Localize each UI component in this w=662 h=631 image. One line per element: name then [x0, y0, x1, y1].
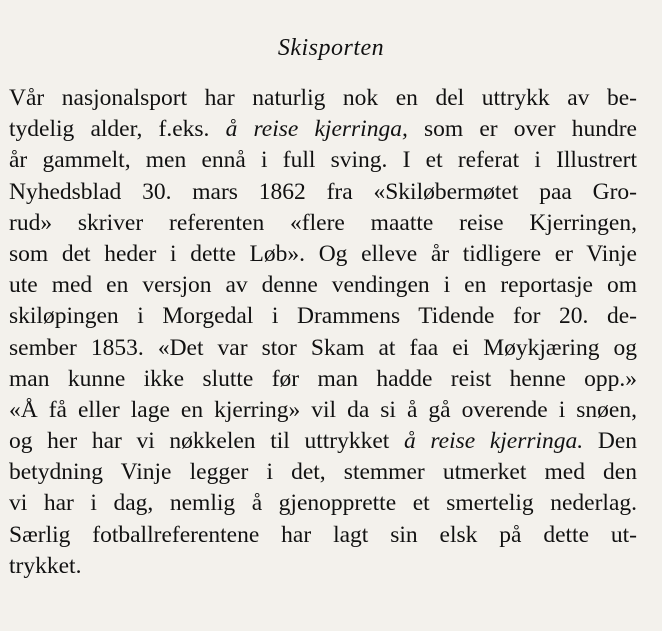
text-line [9, 177, 637, 208]
text-segment: Nyhedsblad 30. mars 1862 fra «Skiløbermøtet paa Gro- [9, 178, 637, 205]
text-line [9, 457, 637, 488]
page-title: Skisporten [277, 35, 385, 61]
text-line [9, 270, 637, 301]
text-segment: vi har i dag, nemlig å gjenopprette et smertelig nederlag. [9, 490, 637, 517]
italic-phrase: å reise kjerringa. [403, 428, 584, 455]
text-line [9, 301, 637, 332]
text-segment: tydelig alder, f.eks. [9, 116, 226, 143]
text-line [9, 426, 637, 457]
text-segment: trykket. [9, 552, 82, 579]
text-segment: man kunne ikke slutte før man hadde reist henne opp.» [9, 365, 637, 392]
text-line [9, 239, 637, 270]
text-segment: som er over hundre [407, 116, 637, 143]
text-line [9, 145, 637, 176]
text-line [9, 333, 637, 364]
text-segment: ute med en versjon av denne vendingen i en reportasje om [9, 272, 637, 299]
text-segment: «Å få eller lage en kjerring» vil da si å gå overende i snøen, [9, 396, 637, 423]
text-segment: Vår nasjonalsport har naturlig nok en del uttrykk av be- [9, 85, 637, 111]
text-line [9, 114, 637, 145]
text-segment: år gammelt, men ennå i full sving. I et referat i Illustrert [9, 147, 637, 174]
text-line [9, 208, 637, 239]
text-segment: som det heder i dette Løb». Og elleve år tidligere er Vinje [9, 240, 637, 267]
text-line [9, 488, 637, 519]
text-segment: Den [583, 428, 637, 455]
text-segment: skiløpingen i Morgedal i Drammens Tidende for 20. de- [9, 303, 637, 330]
text-segment: sember 1853. «Det var stor Skam at faa ei Møykjæring og [9, 334, 637, 361]
text-line [9, 83, 637, 114]
text-segment: og her har vi nøkkelen til uttrykket [9, 428, 404, 455]
text-line [9, 364, 637, 395]
text-line [9, 395, 637, 426]
body-text [9, 83, 637, 582]
text-segment: betydning Vinje legger i det, stemmer utmerket med den [9, 459, 637, 486]
text-line [9, 520, 637, 551]
text-segment: rud» skriver referenten «flere maatte reise Kjerringen, [9, 209, 637, 236]
italic-phrase: å reise kjerringa, [225, 116, 408, 143]
text-line [9, 551, 637, 582]
text-segment: Særlig fotballreferentene har lagt sin elsk på dette ut- [9, 521, 637, 548]
